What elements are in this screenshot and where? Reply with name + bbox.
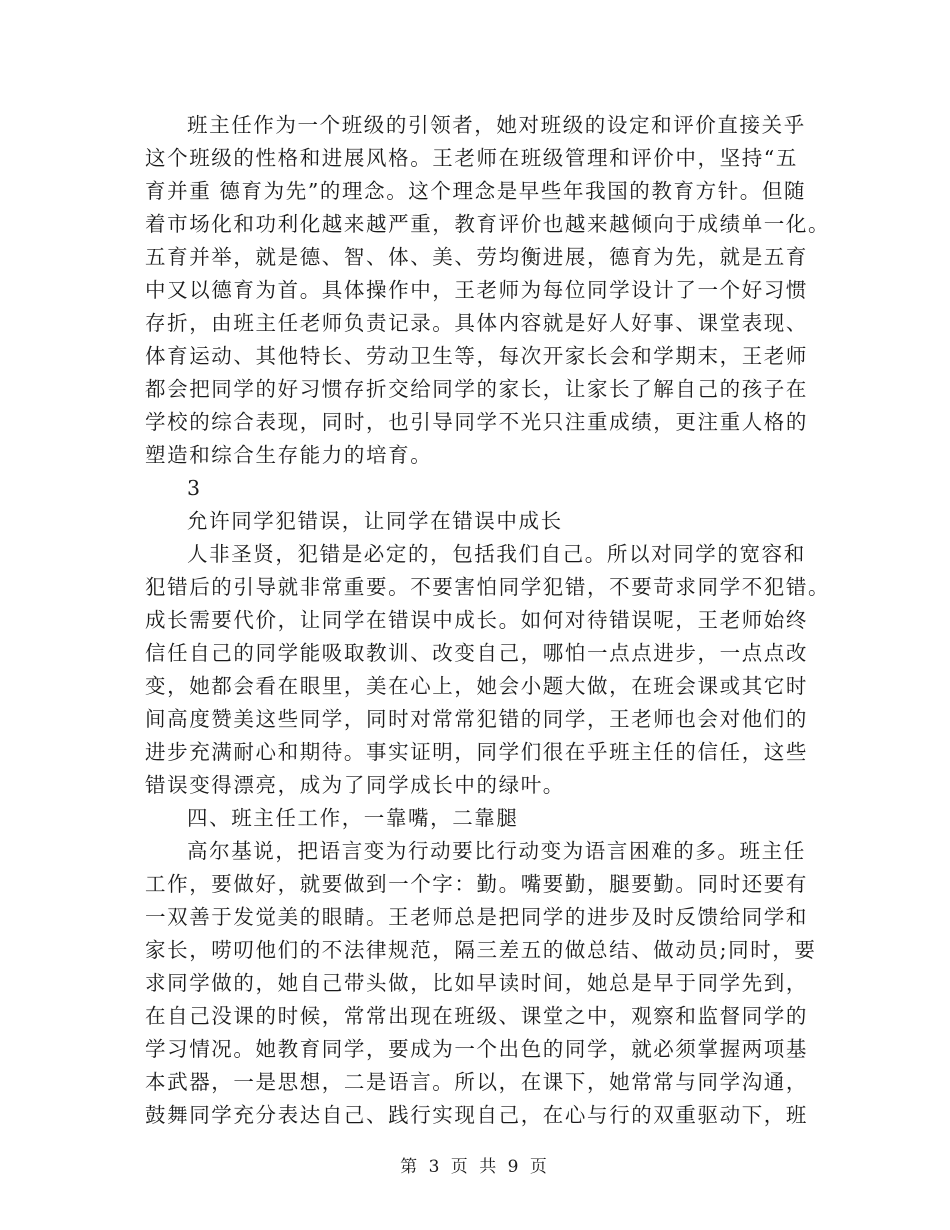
section-number: 3 [187, 476, 202, 500]
page-number-label: 第 3 页 共 9 页 [400, 1157, 550, 1177]
text-line: 犯错后的引导就非常重要。不要害怕同学犯错，不要苛求同学不犯错。 [145, 575, 831, 599]
text-line: 五育并举，就是德、智、体、美、劳均衡进展，德育为先，就是五育 [145, 245, 808, 269]
text-line: 育并重 德育为先”的理念。这个理念是早些年我国的教育方针。但随 [145, 179, 807, 203]
text-line: 这个班级的性格和进展风格。王老师在班级管理和评价中，坚持“五 [145, 146, 798, 170]
text-line: 工作，要做好，就要做到一个字：勤。嘴要勤，腿要勤。同时还要有 [145, 872, 808, 896]
text-line: 求同学做的，她自己带头做，比如早读时间，她总是早于同学先到， [145, 971, 808, 995]
text-line: 家长，唠叨他们的不法律规范，隔三差五的做总结、做动员;同时，要 [145, 938, 817, 962]
text-line: 塑造和综合生存能力的培育。 [145, 443, 433, 467]
text-line: 一双善于发觉美的眼睛。王老师总是把同学的进步及时反馈给同学和 [145, 905, 808, 929]
text-line: 变，她都会看在眼里，美在心上，她会小题大做，在班会课或其它时 [145, 674, 808, 698]
text-line: 进步充满耐心和期待。事实证明，同学们很在乎班主任的信任，这些 [145, 740, 808, 764]
text-line: 高尔基说，把语言变为行动要比行动变为语言困难的多。班主任 [187, 839, 806, 863]
text-line: 人非圣贤，犯错是必定的，包括我们自己。所以对同学的宽容和 [187, 542, 806, 566]
text-line: 本武器，一是思想，二是语言。所以，在课下，她常常与同学沟通， [145, 1070, 808, 1094]
text-line: 中又以德育为首。具体操作中，王老师为每位同学设计了一个好习惯 [145, 278, 808, 302]
text-line: 错误变得漂亮，成为了同学成长中的绿叶。 [145, 773, 565, 797]
text-line: 间高度赞美这些同学，同时对常常犯错的同学，王老师也会对他们的 [145, 707, 808, 731]
text-line: 着市场化和功利化越来越严重，教育评价也越来越倾向于成绩单一化。 [145, 212, 831, 236]
text-line: 都会把同学的好习惯存折交给同学的家长，让家长了解自己的孩子在 [145, 377, 808, 401]
text-line: 学校的综合表现，同时，也引导同学不光只注重成绩，更注重人格的 [145, 410, 808, 434]
text-line: 成长需要代价，让同学在错误中成长。如何对待错误呢，王老师始终 [145, 608, 808, 632]
text-line: 存折，由班主任老师负责记录。具体内容就是好人好事、课堂表现、 [145, 311, 808, 335]
text-line: 信任自己的同学能吸取教训、改变自己，哪怕一点点进步，一点点改 [145, 641, 808, 665]
page-footer [0, 1152, 950, 1177]
text-line: 鼓舞同学充分表达自己、践行实现自己，在心与行的双重驱动下，班 [145, 1103, 808, 1127]
text-line: 班主任作为一个班级的引领者，她对班级的设定和评价直接关乎 [187, 113, 806, 137]
text-line: 学习情况。她教育同学，要成为一个出色的同学，就必须掌握两项基 [145, 1037, 808, 1061]
text-line: 在自己没课的时候，常常出现在班级、课堂之中，观察和监督同学的 [145, 1004, 808, 1028]
text-line: 体育运动、其他特长、劳动卫生等，每次开家长会和学期末，王老师 [145, 344, 808, 368]
section-heading: 允许同学犯错误，让同学在错误中成长 [187, 509, 563, 533]
section-heading: 四、班主任工作，一靠嘴，二靠腿 [187, 806, 519, 830]
